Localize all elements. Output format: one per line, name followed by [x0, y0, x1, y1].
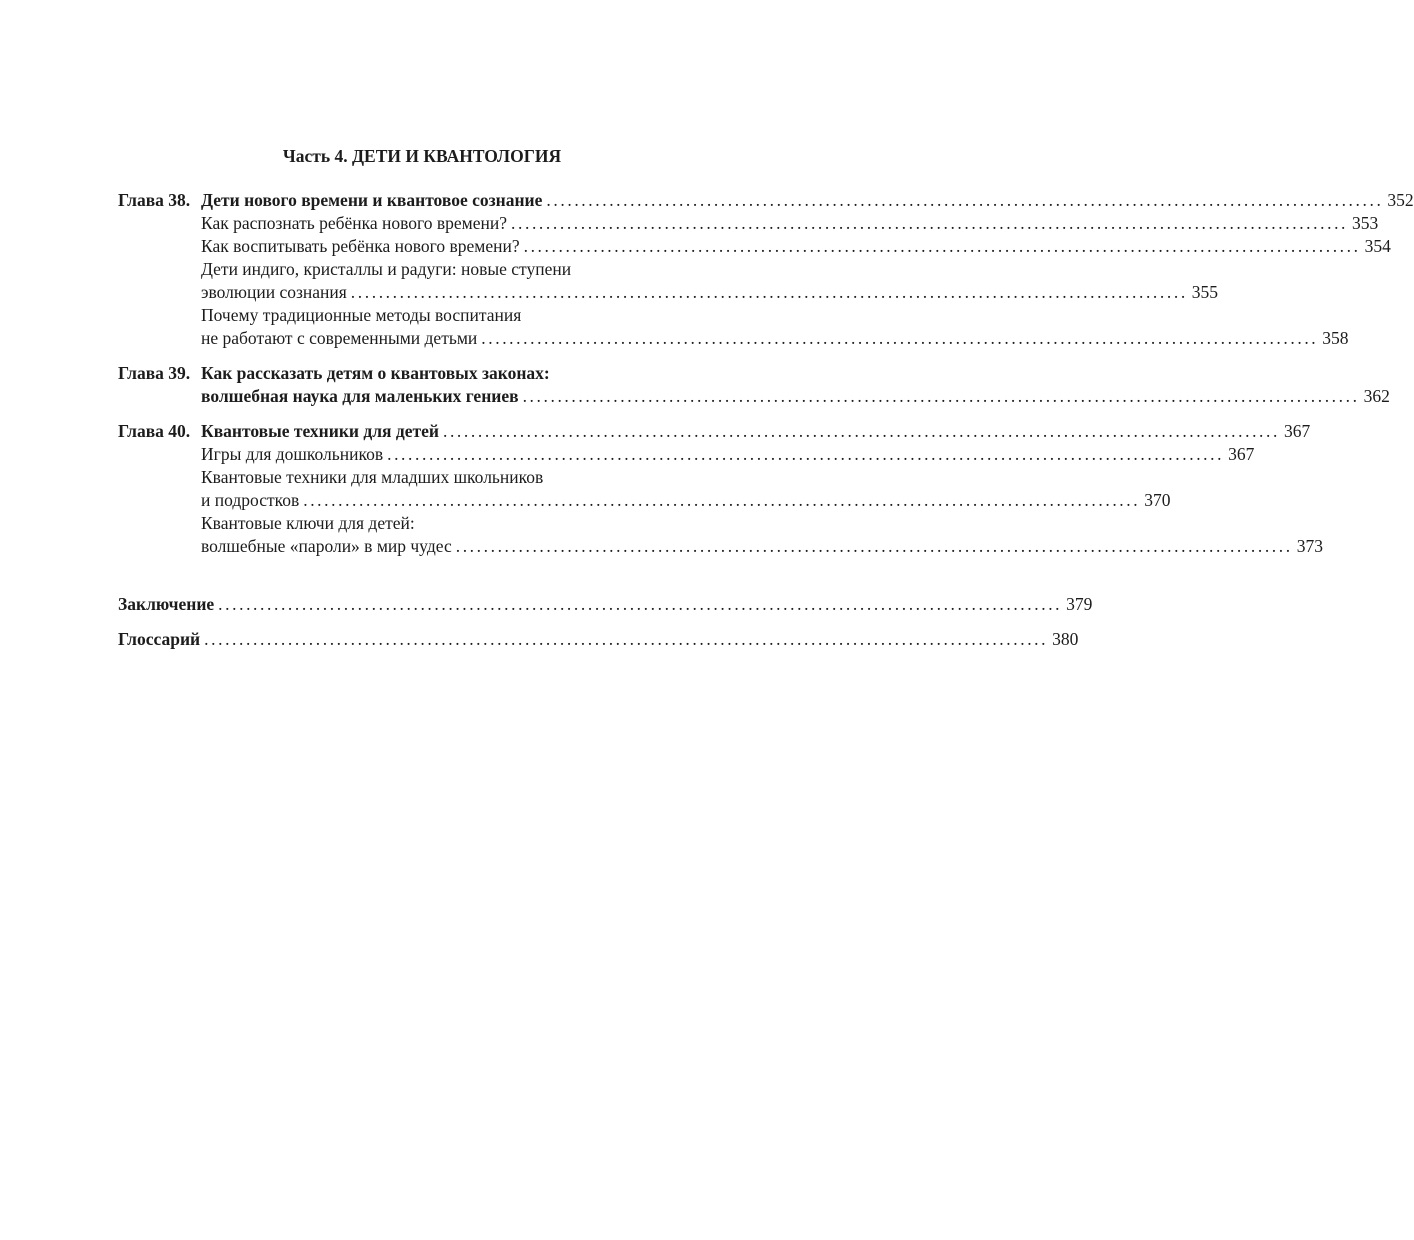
dot-leader: ........................................................................................................................ [511, 213, 1349, 233]
dot-leader: ........................................................................................................................ [303, 490, 1141, 510]
toc-entry[interactable] [201, 189, 1414, 212]
dot-leader: ........................................................................................................................ [455, 536, 1293, 556]
page-number: 379 [1066, 594, 1093, 614]
page-number: 380 [1052, 629, 1079, 649]
page-number: 353 [1352, 213, 1379, 233]
page-number: 352 [1387, 190, 1414, 210]
dot-leader: ........................................................................................................................ [522, 386, 1360, 406]
toc-entry[interactable] [201, 466, 1171, 512]
toc-entry-conclusion[interactable] [118, 593, 1093, 616]
entry-title-line: Квантовые ключи для детей: [201, 513, 415, 533]
toc-entry[interactable] [201, 304, 1349, 350]
toc-entry[interactable] [201, 235, 1391, 258]
toc-entry[interactable] [201, 420, 1311, 443]
page-number: 358 [1322, 328, 1349, 348]
entry-title-line: Как рассказать детям о квантовых законах: [201, 363, 550, 383]
dot-leader: ........................................................................................................................ [546, 190, 1384, 210]
chapter-label: Глава 40. [118, 421, 191, 441]
dot-leader: ......................................................................................................................... [204, 629, 1049, 649]
entry-title: Квантовые техники для детей [201, 421, 439, 441]
entry-title: не работают с современными детьми [201, 328, 478, 348]
toc-chapter [118, 362, 1390, 408]
page-number: 355 [1191, 282, 1219, 302]
page-number: 367 [1228, 444, 1255, 464]
table-of-contents [118, 189, 1414, 570]
entry-title: Дети нового времени и квантовое сознание [201, 190, 543, 210]
page-number: 367 [1283, 421, 1311, 441]
entry-title: Игры для дошкольников [201, 444, 384, 464]
toc-entry[interactable] [201, 212, 1379, 235]
part-title: Часть 4. ДЕТИ И КВАНТОЛОГИЯ [282, 146, 562, 166]
toc-entry-glossary[interactable] [118, 628, 1079, 651]
dot-leader: ........................................................................................................................ [523, 236, 1361, 256]
entry-title: Заключение [118, 594, 215, 614]
dot-leader: ........................................................................................................................ [350, 282, 1188, 302]
toc-chapter [118, 420, 1323, 558]
entry-title-line: Почему традиционные методы воспитания [201, 305, 522, 325]
entry-title: эволюции сознания [201, 282, 347, 302]
page-number: 354 [1364, 236, 1391, 256]
chapter-label: Глава 38. [118, 190, 191, 210]
entry-title: волшебная наука для маленьких гениев [201, 386, 519, 406]
toc-entry[interactable] [201, 443, 1255, 466]
toc-entry[interactable] [201, 258, 1219, 304]
entry-title: и подростков [201, 490, 300, 510]
toc-chapter [118, 189, 1414, 350]
dot-leader: ........................................................................................................................ [387, 444, 1225, 464]
page-number: 370 [1144, 490, 1171, 510]
chapter-label: Глава 39. [118, 363, 191, 383]
toc-entry[interactable] [201, 362, 1390, 408]
dot-leader: ........................................................................................................................ [442, 421, 1280, 441]
toc-entry[interactable] [201, 512, 1323, 558]
entry-title: волшебные «пароли» в мир чудес [201, 536, 452, 556]
entry-title: Глоссарий [118, 629, 201, 649]
dot-leader: ......................................................................................................................... [218, 594, 1063, 614]
entry-title-line: Дети индиго, кристаллы и радуги: новые ступени [201, 259, 572, 279]
page-number: 373 [1296, 536, 1323, 556]
entry-title: Как распознать ребёнка нового времени? [201, 213, 508, 233]
entry-title: Как воспитывать ребёнка нового времени? [201, 236, 520, 256]
dot-leader: ........................................................................................................................ [481, 328, 1319, 348]
entry-title-line: Квантовые техники для младших школьников [201, 467, 544, 487]
page-number: 362 [1363, 386, 1390, 406]
